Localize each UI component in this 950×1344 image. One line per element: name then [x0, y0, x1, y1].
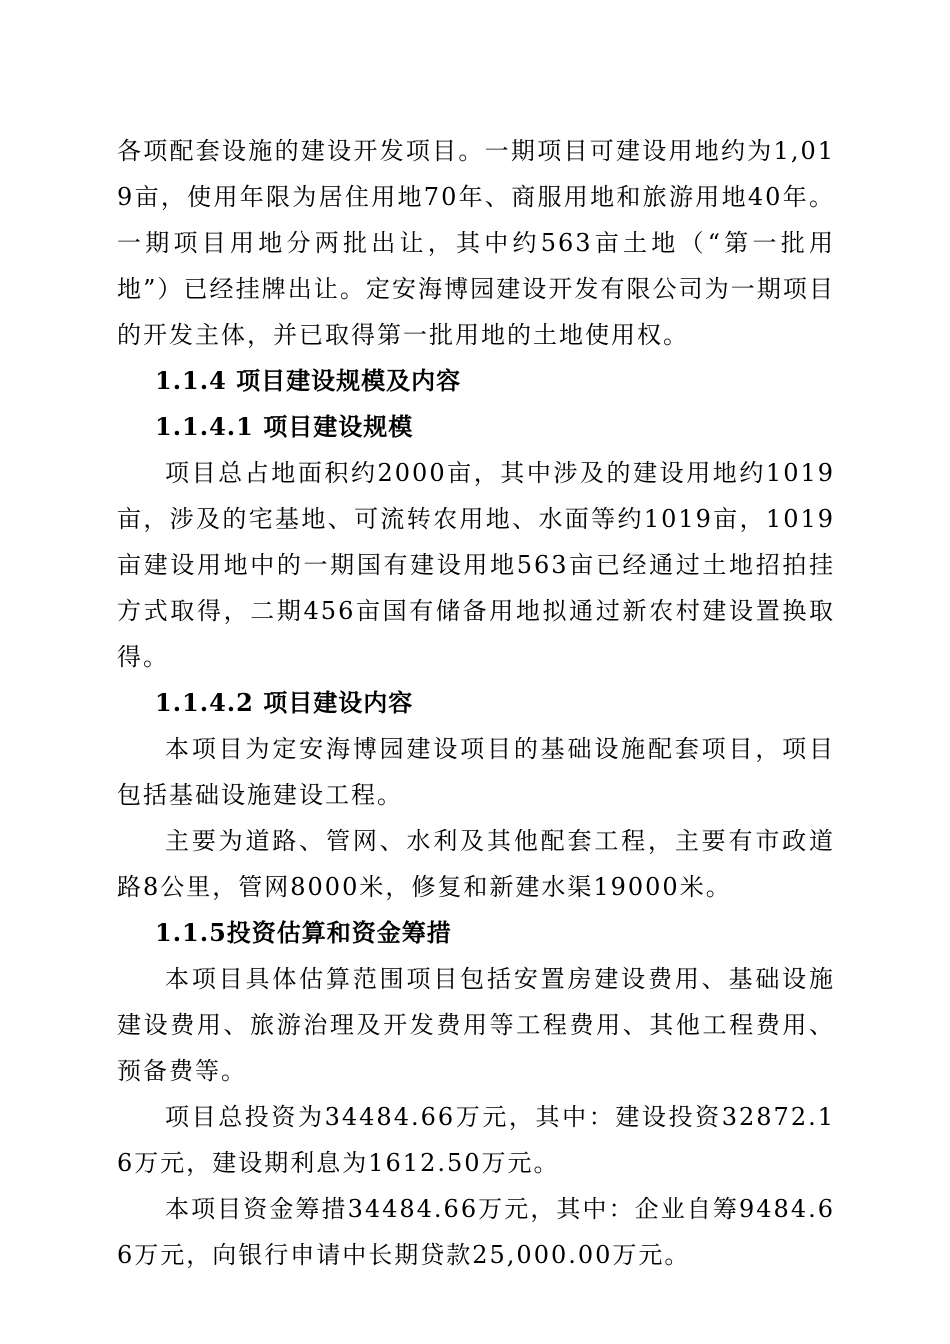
heading-1-1-4: 1.1.4 项目建设规模及内容: [155, 366, 462, 395]
paragraph-construction-content: 本项目为定安海博园建设项目的基础设施配套项目，项目包括基础设施建设工程。: [117, 735, 835, 809]
paragraph-construction-scale: 项目总占地面积约2000亩，其中涉及的建设用地约1019亩，涉及的宅基地、可流转农用地、水面等约1019亩，1019亩建设用地中的一期国有建设用地563亩已经通过土地招拍挂方式取得，二期456亩国有储备用地拟通过新农村建设置换取得。: [117, 459, 835, 671]
paragraph-land-use: 各项配套设施的建设开发项目。一期项目可建设用地约为1,019亩，使用年限为居住用地70年、商服用地和旅游用地40年。一期项目用地分两批出让，其中约563亩土地（“第一批用地”）已经挂牌出让。定安海博园建设开发有限公司为一期项目的开发主体，并已取得第一批用地的土地使用权。: [117, 137, 835, 349]
document-page: [117, 128, 835, 1278]
heading-1-1-5: 1.1.5投资估算和资金筹措: [155, 918, 452, 947]
paragraph-estimate-scope: 本项目具体估算范围项目包括安置房建设费用、基础设施建设费用、旅游治理及开发费用等工程费用、其他工程费用、预备费等。: [117, 965, 835, 1085]
heading-1-1-4-1: 1.1.4.1 项目建设规模: [155, 412, 414, 441]
heading-1-1-4-2: 1.1.4.2 项目建设内容: [155, 688, 414, 717]
paragraph-fund-raising: 本项目资金筹措34484.66万元，其中：企业自筹9484.66万元，向银行申请中长期贷款25,000.00万元。: [117, 1195, 835, 1269]
paragraph-total-investment: 项目总投资为34484.66万元，其中：建设投资32872.16万元，建设期利息为1612.50万元。: [117, 1103, 835, 1177]
paragraph-main-works: 主要为道路、管网、水利及其他配套工程，主要有市政道路8公里，管网8000米，修复和新建水渠19000米。: [117, 827, 835, 901]
